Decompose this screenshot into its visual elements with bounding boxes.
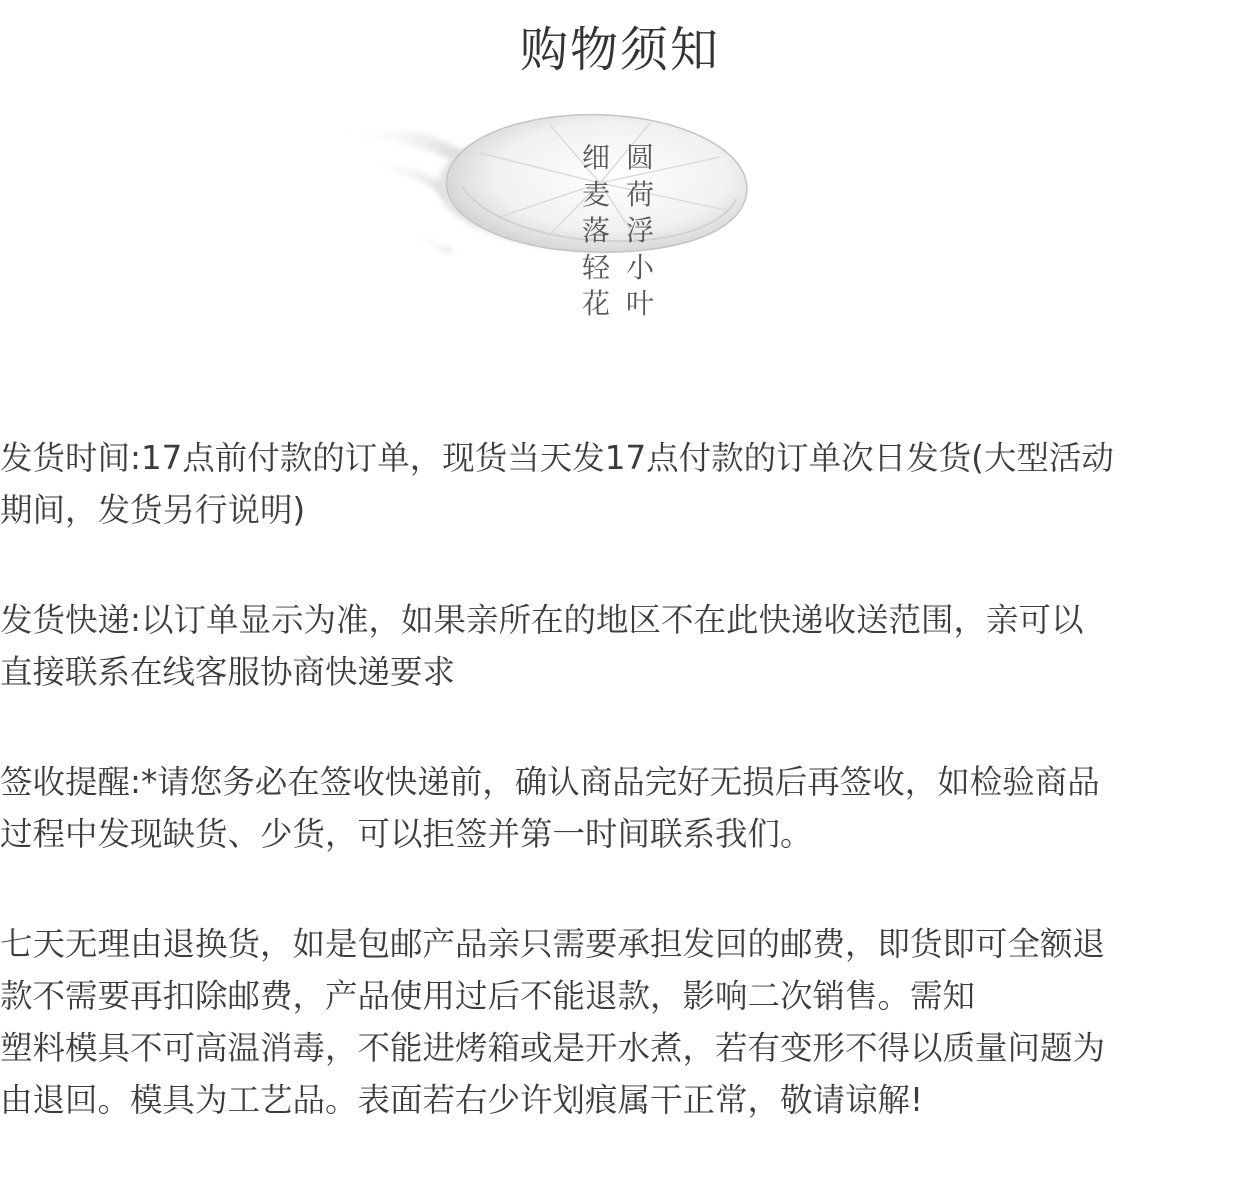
- poem-char: 轻: [581, 250, 610, 284]
- poem-char: 圆: [625, 141, 654, 174]
- courier-paragraph: [0, 594, 1232, 698]
- poem-char: 浮: [625, 214, 654, 247]
- text-line: 签收提醒:*请您务必在签收快递前，确认商品完好无损后再签收，如检验商品: [0, 763, 1100, 801]
- poem-char: 落: [581, 214, 610, 247]
- receipt-reminder-paragraph: [0, 756, 1232, 860]
- text-line: 七天无理由退换货，如是包邮产品亲只需要承担发回的邮费，即货即可全额退: [0, 925, 1106, 963]
- poem-char: 细: [581, 141, 610, 174]
- poem-char: 荷: [625, 177, 654, 211]
- text-line: 期间，发货另行说明): [0, 491, 306, 529]
- text-line: 发货快递:以订单显示为准，如果亲所在的地区不在此快递收送范围，亲可以: [0, 601, 1084, 639]
- poem-char: 麦: [581, 177, 610, 211]
- text-line: 塑料模具不可高温消毒，不能进烤箱或是开水煮，若有变形不得以质量问题为: [0, 1029, 1106, 1067]
- text-line: 直接联系在线客服协商快递要求: [0, 653, 456, 691]
- shipping-time-paragraph: [0, 432, 1232, 536]
- text-line: 由退回。模具为工艺品。表面若右少许划痕属干正常，敬请谅解!: [0, 1081, 924, 1119]
- poem-char: 叶: [625, 287, 654, 320]
- lotus-leaf-icon: [200, 95, 840, 335]
- page-title: 购物须知: [519, 22, 720, 78]
- poem-column-1: [580, 140, 612, 323]
- poem-char: 花: [581, 287, 610, 320]
- notice-content: [0, 432, 1232, 1184]
- return-policy-paragraph: [0, 918, 1232, 1126]
- text-line: 过程中发现缺货、少货，可以拒签并第一时间联系我们。: [0, 815, 813, 853]
- text-line: 款不需要再扣除邮费，产品使用过后不能退款，影响二次销售。需知: [0, 977, 976, 1015]
- text-line: 发货时间:17点前付款的订单，现货当天发17点付款的订单次日发货(大型活动: [0, 439, 1114, 477]
- poem-char: 小: [625, 250, 654, 284]
- poem-column-2: [624, 140, 656, 323]
